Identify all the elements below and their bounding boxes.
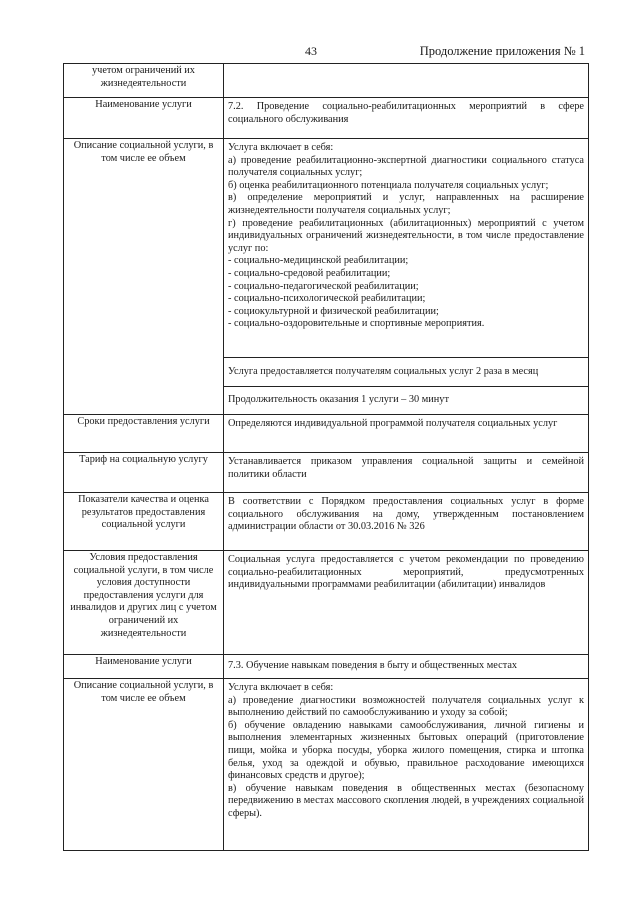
table-row (64, 493, 589, 551)
description-line: - социально-медицинской реабилитации; (228, 255, 409, 267)
duration-text: Продолжительность оказания 1 услуги – 30 минут (224, 387, 589, 415)
description-line: - социокультурной и физической реабилитации; (228, 305, 439, 317)
description-line: б) оценка реабилитационного потенциала получателя социальных услуг; (228, 179, 549, 191)
row-value (224, 64, 589, 98)
table-row (64, 64, 589, 98)
description-line: - социально-оздоровительные и спортивные мероприятия. (228, 318, 485, 330)
description-line: Услуга включает в себя: (228, 682, 334, 693)
row-label: Описание социальной услуги, в том числе ее объем (64, 139, 224, 415)
row-label: Тариф на социальную услугу (64, 453, 224, 493)
frequency-text: Услуга предоставляется получателям социальных услуг 2 раза в месяц (224, 358, 589, 387)
row-label: Условия предоставления социальной услуги, в том числе условия доступности предоставления услуги для инвалидов и других лиц с учетом ограничений их жизнедеятельности (64, 551, 224, 655)
description-line: - социально-средовой реабилитации; (228, 267, 391, 279)
row-value (224, 139, 589, 358)
description-line: - социально-педагогической реабилитации; (228, 280, 419, 292)
row-label: Показатели качества и оценка результатов предоставления социальной услуги (64, 493, 224, 551)
description-line: г) проведение реабилитационных (абилитационных) мероприятий с учетом индивидуальных ограничений жизнедеятельности, в том числе предоставление услуг по: (228, 217, 584, 254)
row-value: 7.3. Обучение навыкам поведения в быту и общественных местах (224, 655, 589, 679)
table-row (64, 655, 589, 679)
table-row (64, 453, 589, 493)
table-row (64, 98, 589, 139)
row-label: Описание социальной услуги, в том числе ее объем (64, 679, 224, 851)
row-value: В соответствии с Порядком предоставления социальных услуг в форме социального обслуживания на дому, утвержденным постановлением администрации области от 30.03.2016 № 326 (224, 493, 589, 551)
row-value: Устанавливается приказом управления социальной защиты и семейной политики области (224, 453, 589, 493)
row-label: учетом ограничений их жизнедеятельности (64, 64, 224, 98)
row-label: Наименование услуги (64, 98, 224, 139)
description-line: в) определение мероприятий и услуг, направленных на расширение жизнедеятельности получателя социальных услуг; (228, 192, 584, 216)
services-table (63, 63, 589, 851)
table-row (64, 551, 589, 655)
description-line: б) обучение овладению навыками самообслуживания, личной гигиены и выполнения элементарных жизненных бытовых операций (приготовление пищи, мойка и уборка посуды, уборка жилого помещения, стирка и штопка белья, уход за одеждой и обувью, правильное расходование имеющихся финансовых средств и другое); (228, 719, 584, 782)
row-value: Определяются индивидуальной программой получателя социальных услуг (224, 415, 589, 453)
description-line: а) проведение реабилитационно-экспертной диагностики социального статуса получателя социальных услуг; (228, 154, 584, 179)
table-row (64, 679, 589, 851)
description-line: а) проведение диагностики возможностей получателя социальных услуг к выполнению действий по самообслуживанию и уходу за собой; (228, 694, 584, 719)
row-value: Социальная услуга предоставляется с учетом рекомендации по проведению социально-реабилитационных мероприятий, предусмотренных индивидуальными программами реабилитации (абилитации) инвалидов (224, 551, 589, 655)
row-label: Сроки предоставления услуги (64, 415, 224, 453)
row-value: 7.2. Проведение социально-реабилитационных мероприятий в сфере социального обслуживания (224, 98, 589, 139)
table-row (64, 139, 589, 358)
continuation-header: Продолжение приложения № 1 (419, 44, 585, 58)
description-line: в) обучение навыкам поведения в общественных местах (безопасному передвижению в местах массового скопления людей, в учреждениях социальной сферы). (228, 782, 584, 819)
description-line: Услуга включает в себя: (228, 142, 334, 153)
table-row (64, 415, 589, 453)
row-label: Наименование услуги (64, 655, 224, 679)
page-number: 43 (305, 44, 317, 58)
row-value (224, 679, 589, 851)
description-line: - социально-психологической реабилитации; (228, 293, 426, 305)
